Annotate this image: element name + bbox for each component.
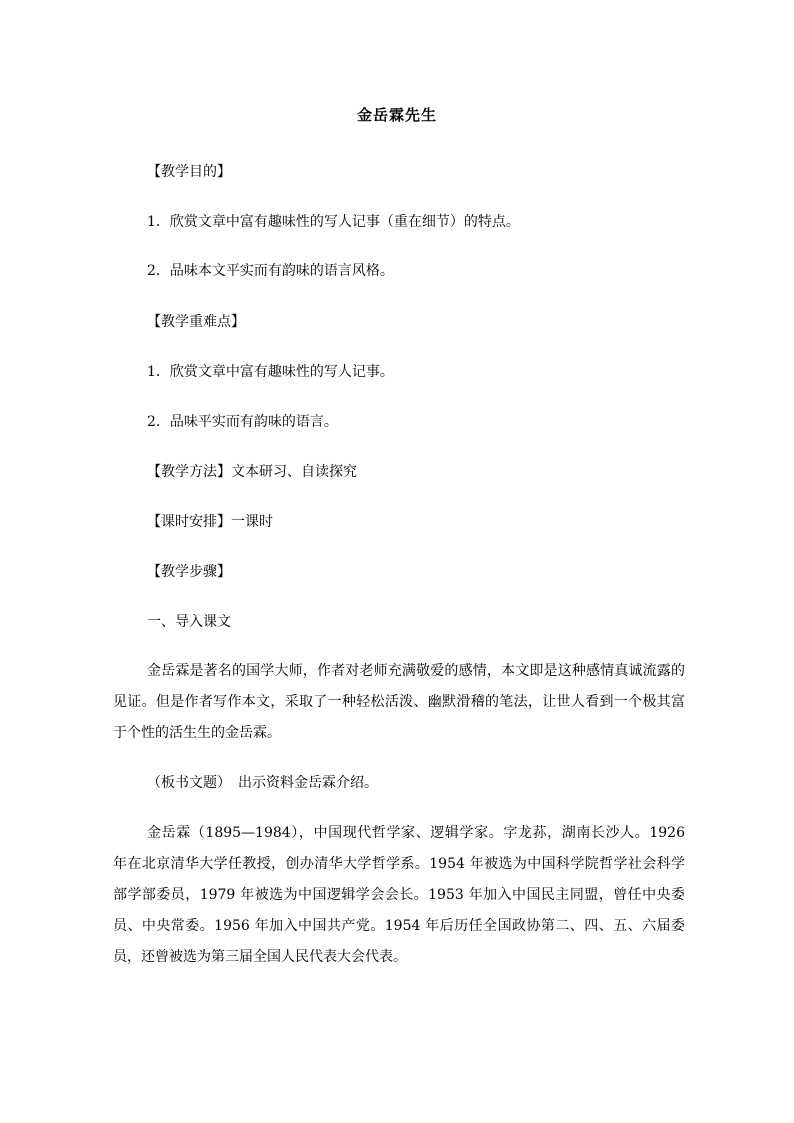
keypoint-item-1: 1．欣赏文章中富有趣味性的写人记事。	[147, 364, 394, 380]
board-note: （板书文题） 出示资料金岳霖介绍。	[147, 775, 378, 791]
keypoint-item-2: 2．品味平实而有韵味的语言。	[147, 414, 338, 430]
class-schedule: 【课时安排】一课时	[147, 514, 273, 530]
objectives-heading: 【教学目的】	[147, 164, 231, 180]
teaching-method: 【教学方法】文本研习、自读探究	[147, 464, 357, 480]
keypoints-heading: 【教学重难点】	[147, 314, 245, 330]
biography-paragraph: 金岳霖（1895—1984），中国现代哲学家、逻辑学家。字龙荪，湖南长沙人。1926 年在北京清华大学任教授，创办清华大学哲学系。1954 年被选为中国科学院哲学社会科学部学部委员，1979 年被选为中国逻辑学会会长。1953 年加入中国民主同盟，曾任中央委员、中央常委。1956 年加入中国共产党。1954 年后历任全国政协第二、四、五、六届委员，还曾被选为第三届全国人民代表大会代表。	[113, 825, 685, 965]
section-heading-intro: 一、导入课文	[147, 614, 231, 630]
steps-heading: 【教学步骤】	[147, 564, 231, 580]
objective-item-2: 2．品味本文平实而有韵味的语言风格。	[147, 263, 394, 279]
intro-paragraph: 金岳霖是著名的国学大师，作者对老师充满敬爱的感情，本文即是这种感情真诚流露的见证。但是作者写作本文，采取了一种轻松活泼、幽默滑稽的笔法，让世人看到一个极其富于个性的活生生的金岳霖。	[113, 663, 685, 741]
objective-item-1: 1．欣赏文章中富有趣味性的写人记事（重在细节）的特点。	[147, 214, 520, 230]
page-title: 金岳霖先生	[356, 106, 437, 124]
